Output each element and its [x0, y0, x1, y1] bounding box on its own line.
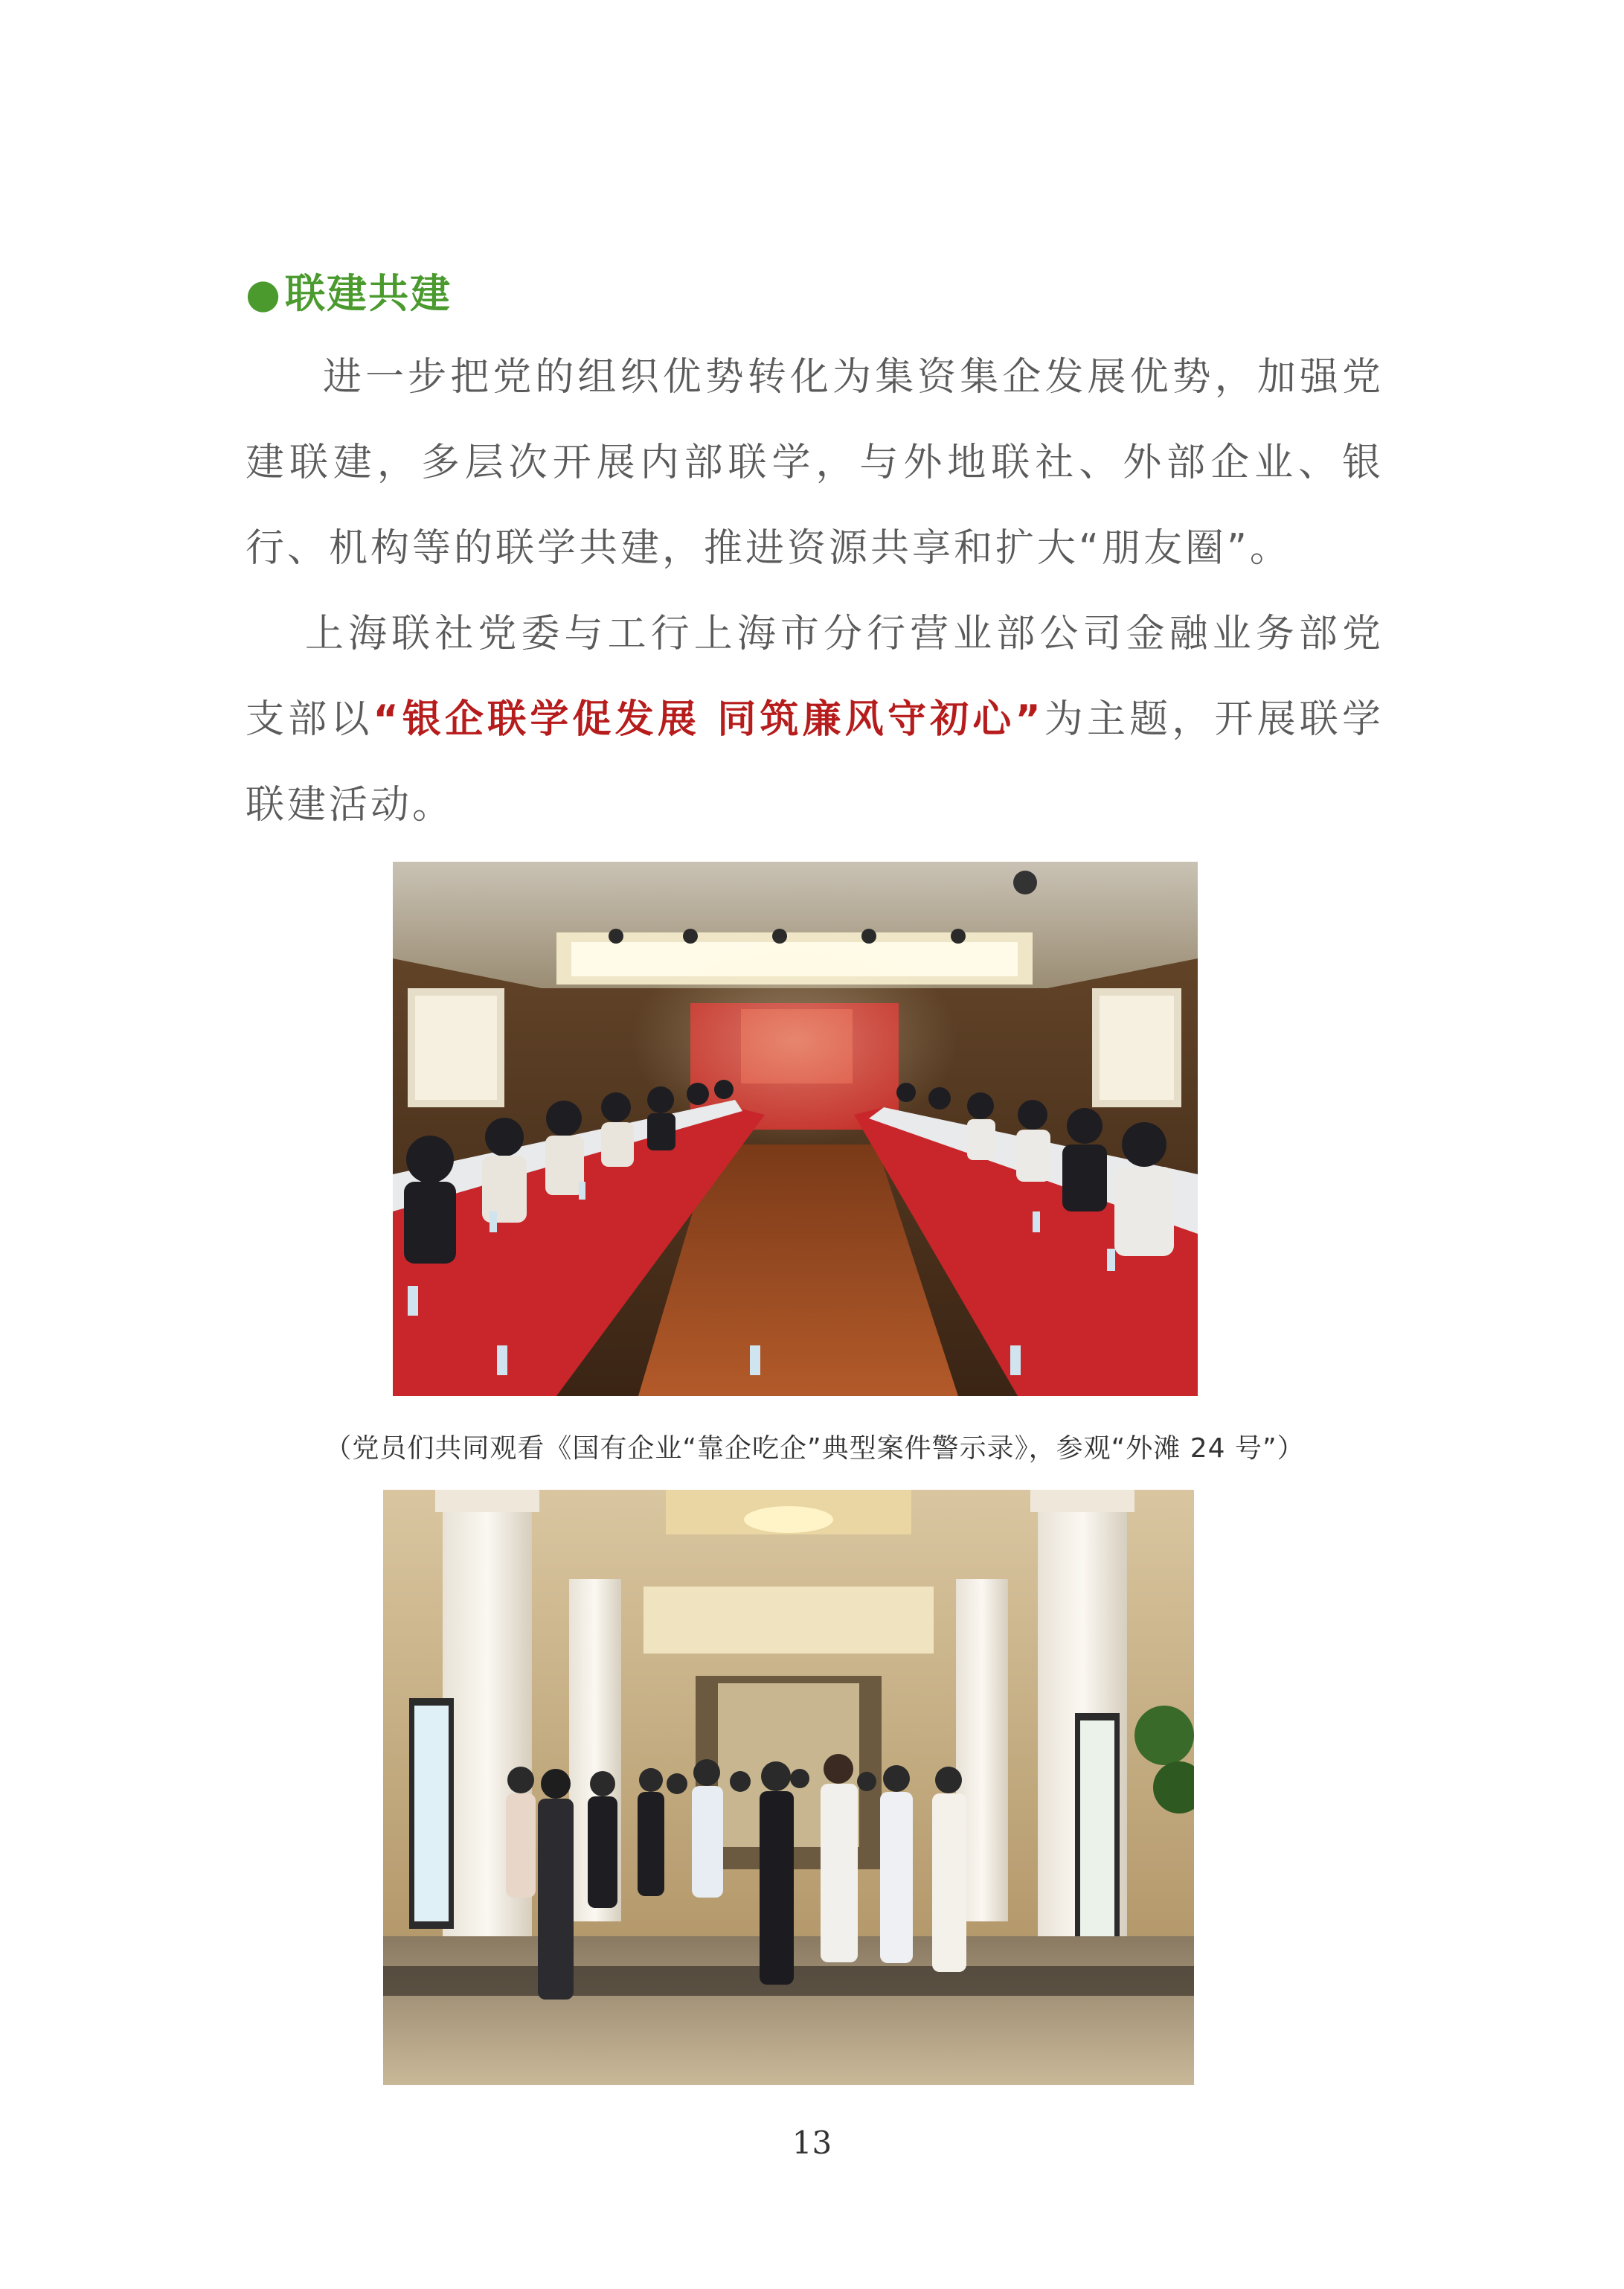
paragraph-1: 进一步把党的组织优势转化为集资集企发展优势，加强党建联建，多层次开展内部联学，与外地联社、外部企业、银行、机构等的联学共建，推进资源共享和扩大“朋友圈”。	[245, 355, 1384, 571]
theme-highlight: “银企联学促发展 同筑廉风守初心”	[373, 697, 1044, 742]
paragraph-2	[245, 592, 1384, 848]
paragraph-2-end: 为主题，开展联学联建活动。	[245, 697, 1384, 827]
section-title: 联建共建	[285, 270, 452, 317]
hall-visit-photo	[383, 1490, 1194, 2085]
paragraph-2-intro: 上海联社党委与工行上海市分行营业部公司金融业务部党支部以	[245, 612, 1384, 742]
section-heading	[245, 264, 452, 324]
photo-caption: （党员们共同观看《国有企业“靠企吃企”典型案件警示录》，参观“外滩 24 号”）	[324, 1433, 1305, 1464]
page-number: 13	[792, 2125, 832, 2161]
bullet-icon: ●	[245, 270, 283, 317]
meeting-room-photo	[393, 862, 1198, 1396]
